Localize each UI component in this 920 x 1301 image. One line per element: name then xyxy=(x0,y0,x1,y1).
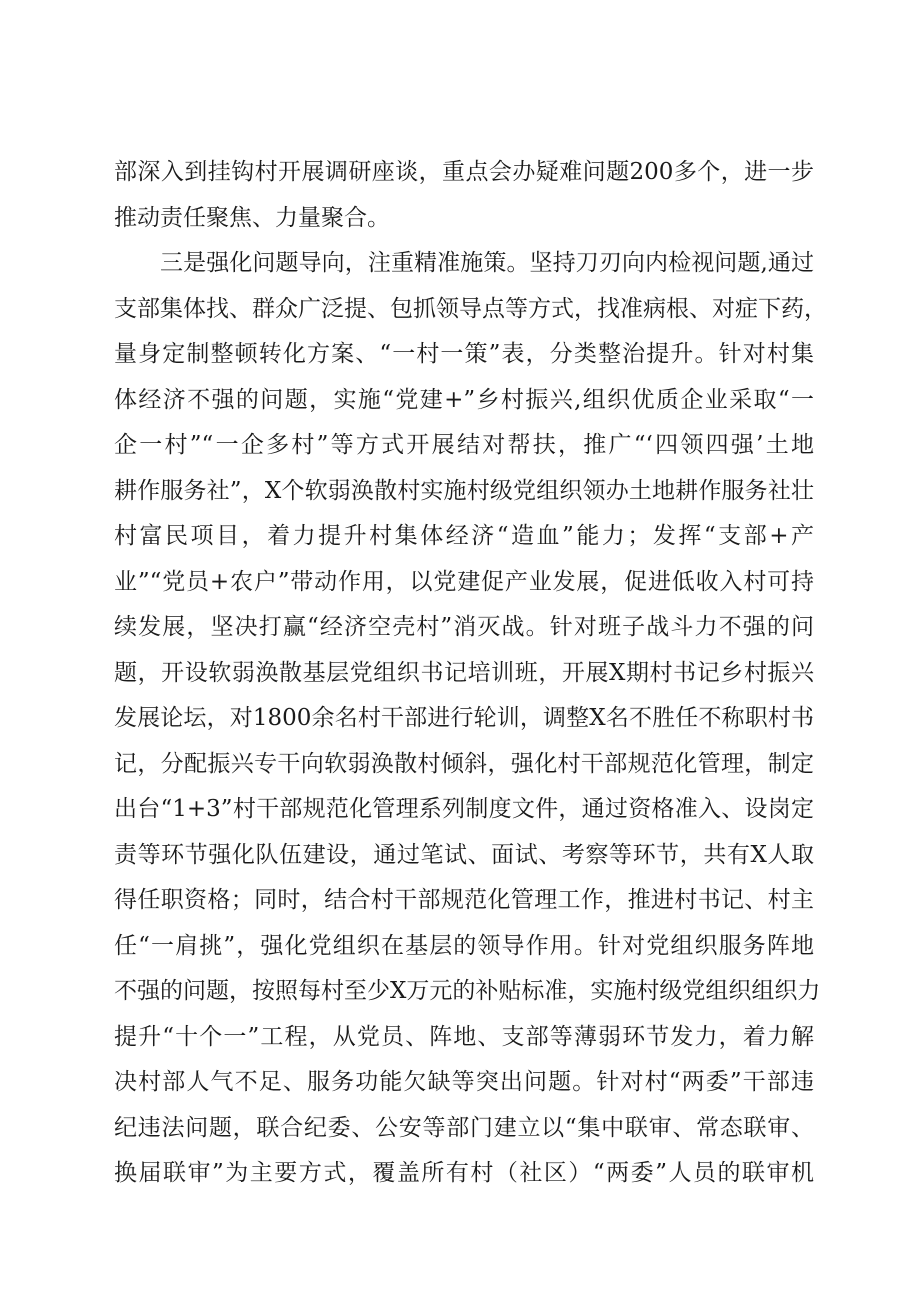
text-line: 企一村”“一企多村”等方式开展结对帮扶，推广“‘四领四强’土地 xyxy=(114,432,814,458)
text-line: 决村部人气不足、服务功能欠缺等突出问题。针对村“两委”干部违 xyxy=(114,1069,814,1095)
text-line: 体经济不强的问题，实施“党建+”乡村振兴,组织优质企业采取“一 xyxy=(114,386,814,413)
text-line: 续发展，坚决打赢“经济空壳村”消灭战。针对班子战斗力不强的问 xyxy=(114,614,814,640)
text-line: 村富民项目，着力提升村集体经济“造血”能力；发挥“支部+产 xyxy=(114,523,814,549)
text-line: 出台“1+3”村干部规范化管理系列制度文件，通过资格准入、设岗定 xyxy=(114,796,814,822)
text-line: 纪违法问题，联合纪委、公安等部门建立以“集中联审、常态联审、 xyxy=(114,1114,814,1141)
text-line: 推动责任聚焦、力量聚合。 xyxy=(114,204,390,231)
text-line: 耕作服务社”，X个软弱涣散村实施村级党组织领办土地耕作服务社壮 xyxy=(114,477,814,504)
text-line: 发展论坛，对1800余名村干部进行轮训，调整X名不胜任不称职村书 xyxy=(114,705,814,731)
text-line: 责等环节强化队伍建设，通过笔试、面试、考察等环节，共有X人取 xyxy=(114,841,814,868)
text-line: 业”“党员+农户”带动作用，以党建促产业发展，促进低收入村可持 xyxy=(114,568,814,595)
text-line: 三是强化问题导向，注重精准施策。坚持刀刃向内检视问题,通过 xyxy=(160,250,814,276)
text-line: 题，开设软弱涣散基层党组织书记培训班，开展X期村书记乡村振兴 xyxy=(114,659,814,686)
text-line: 量身定制整顿转化方案、“一村一策”表，分类整治提升。针对村集 xyxy=(114,341,814,367)
text-line: 换届联审”为主要方式，覆盖所有村（社区）“两委”人员的联审机 xyxy=(114,1160,814,1186)
text-line: 得任职资格；同时，结合村干部规范化管理工作，推进村书记、村主 xyxy=(114,887,814,913)
text-line: 任“一肩挑”，强化党组织在基层的领导作用。针对党组织服务阵地 xyxy=(114,932,814,959)
text-line: 记，分配振兴专干向软弱涣散村倾斜，强化村干部规范化管理，制定 xyxy=(114,750,814,777)
body-text xyxy=(114,150,827,1197)
text-line: 提升“十个一”工程，从党员、阵地、支部等薄弱环节发力，着力解 xyxy=(114,1023,814,1050)
text-line: 部深入到挂钩村开展调研座谈，重点会办疑难问题200多个，进一步 xyxy=(114,159,814,185)
text-line: 支部集体找、群众广泛提、包抓领导点等方式，找准病根、对症下药， xyxy=(114,295,827,322)
text-line: 不强的问题，按照每村至少X万元的补贴标准，实施村级党组织组织力 xyxy=(114,978,821,1004)
